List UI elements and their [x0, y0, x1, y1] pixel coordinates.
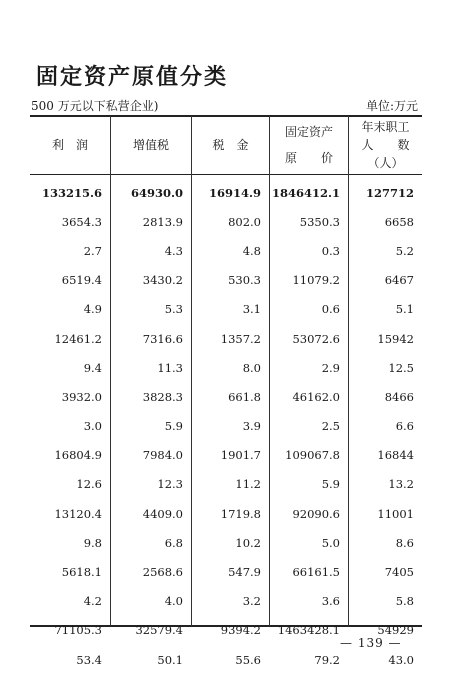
- table-cell: 9.8: [83, 535, 102, 550]
- table-row: [30, 470, 422, 499]
- table-cell: 7984.0: [142, 448, 183, 463]
- table-cell: 12461.2: [54, 331, 102, 346]
- table-cell: 50.1: [157, 652, 183, 667]
- table-cell: 109067.8: [285, 448, 340, 463]
- table-cell: 3828.3: [142, 389, 183, 404]
- table-cell: 16804.9: [54, 448, 102, 463]
- table-cell: 43.0: [388, 652, 414, 667]
- table-cell: 1901.7: [220, 448, 261, 463]
- header-employees: [349, 116, 422, 174]
- table-cell: 12.3: [157, 477, 183, 492]
- page-number: — 139 —: [340, 636, 402, 650]
- table-cell: 5350.3: [299, 214, 340, 229]
- table-cell: 79.2: [314, 652, 340, 667]
- table-cell: 7405: [384, 565, 414, 580]
- table-cell: 4.2: [83, 594, 102, 609]
- table-cell: 4.3: [164, 243, 183, 258]
- table-cell: 5.9: [164, 419, 183, 434]
- table-cell: 0.3: [321, 243, 340, 258]
- table-cell: 3654.3: [61, 214, 102, 229]
- table-cell: 16914.9: [208, 185, 261, 200]
- table-row: [30, 557, 422, 586]
- header-fixed-assets-line1: 固定资产: [284, 125, 333, 139]
- table-cell: 12.6: [76, 477, 102, 492]
- table-cell: 11001: [377, 506, 414, 521]
- table-cell: 5.3: [164, 302, 183, 317]
- table-cell: 133215.6: [41, 185, 102, 200]
- table-cell: 6.6: [395, 419, 414, 434]
- table-cell: 4.9: [83, 302, 102, 317]
- header-employees-line1: 年末职工: [361, 120, 410, 134]
- table-row: [30, 441, 422, 470]
- table-cell: 10.2: [235, 535, 261, 550]
- table-cell: 5.8: [395, 594, 414, 609]
- data-table: [30, 178, 422, 674]
- table-cell: 1357.2: [220, 331, 261, 346]
- table-cell: 5.9: [321, 477, 340, 492]
- table-cell: 6519.4: [61, 273, 102, 288]
- table-cell: 530.3: [228, 273, 261, 288]
- table-cell: 2.5: [321, 419, 340, 434]
- table-cell: 8466: [384, 389, 414, 404]
- table-cell: 4409.0: [142, 506, 183, 521]
- table-row: [30, 207, 422, 236]
- table-cell: 4.8: [242, 243, 261, 258]
- table-subtitle: 500 万元以下私营企业): [31, 99, 159, 113]
- table-cell: 1719.8: [220, 506, 261, 521]
- table-cell: 11079.2: [292, 273, 340, 288]
- table-row: [30, 528, 422, 557]
- table-cell: 15942: [377, 331, 414, 346]
- table-cell: 3430.2: [142, 273, 183, 288]
- table-row: [30, 499, 422, 528]
- header-fixed-assets: [270, 116, 348, 174]
- table-cell: 661.8: [228, 389, 261, 404]
- table-cell: 547.9: [228, 565, 261, 580]
- table-cell: 53.4: [76, 652, 102, 667]
- table-cell: 92090.6: [292, 506, 340, 521]
- table-cell: 3.6: [321, 594, 340, 609]
- table-cell: 11.3: [157, 360, 183, 375]
- table-row: [30, 382, 422, 411]
- table-cell: 13120.4: [54, 506, 102, 521]
- table-cell: 12.5: [388, 360, 414, 375]
- header-employees-line3: （人）: [367, 156, 404, 170]
- table-cell: 16844: [377, 448, 414, 463]
- table-row: [30, 295, 422, 324]
- table-cell: 2.7: [83, 243, 102, 258]
- table-cell: 3.2: [242, 594, 261, 609]
- table-cell: 13.2: [388, 477, 414, 492]
- table-row: [30, 178, 422, 207]
- table-cell: 8.0: [242, 360, 261, 375]
- table-row: [30, 236, 422, 265]
- table-cell: 53072.6: [292, 331, 340, 346]
- table-cell: 11.2: [235, 477, 261, 492]
- table-cell: 64930.0: [130, 185, 183, 200]
- table-cell: 66161.5: [292, 565, 340, 580]
- table-cell: 5.0: [321, 535, 340, 550]
- table-cell: 5.1: [395, 302, 414, 317]
- table-row: [30, 412, 422, 441]
- table-cell: 9.4: [83, 360, 102, 375]
- table-cell: 7316.6: [142, 331, 183, 346]
- table-cell: 3.1: [242, 302, 261, 317]
- table-cell: 6.8: [164, 535, 183, 550]
- table-cell: 8.6: [395, 535, 414, 550]
- table-cell: 2.9: [321, 360, 340, 375]
- table-row: [30, 266, 422, 295]
- table-cell: 46162.0: [292, 389, 340, 404]
- table-cell: 71105.3: [54, 623, 102, 638]
- table-cell: 1463428.1: [277, 623, 340, 638]
- header-profit: 利 润: [51, 138, 88, 152]
- table-cell: 3.9: [242, 419, 261, 434]
- table-cell: 2813.9: [142, 214, 183, 229]
- table-cell: 5618.1: [61, 565, 102, 580]
- table-cell: 3.0: [83, 419, 102, 434]
- header-vat: 增值税: [132, 138, 169, 152]
- header-fixed-assets-line2: 原 价: [284, 151, 333, 165]
- table-row: [30, 353, 422, 382]
- header-employees-line2: 人 数: [361, 138, 410, 152]
- page-title: 固定资产原值分类: [36, 65, 229, 90]
- table-cell: 32579.4: [135, 623, 183, 638]
- table-cell: 2568.6: [142, 565, 183, 580]
- table-cell: 1846412.1: [271, 185, 340, 200]
- table-cell: 55.6: [235, 652, 261, 667]
- table-cell: 6658: [384, 214, 414, 229]
- header-divider-rule: [30, 174, 422, 175]
- table-cell: 802.0: [228, 214, 261, 229]
- header-tax: 税 金: [212, 138, 249, 152]
- table-cell: 54929: [377, 623, 414, 638]
- table-cell: 4.0: [164, 594, 183, 609]
- table-cell: 9394.2: [220, 623, 261, 638]
- table-cell: 0.6: [321, 302, 340, 317]
- table-cell: 127712: [365, 185, 414, 200]
- table-cell: 5.2: [395, 243, 414, 258]
- table-row: [30, 587, 422, 616]
- table-row: [30, 324, 422, 353]
- table-cell: 6467: [384, 273, 414, 288]
- unit-label: 单位:万元: [365, 99, 418, 113]
- table-cell: 3932.0: [61, 389, 102, 404]
